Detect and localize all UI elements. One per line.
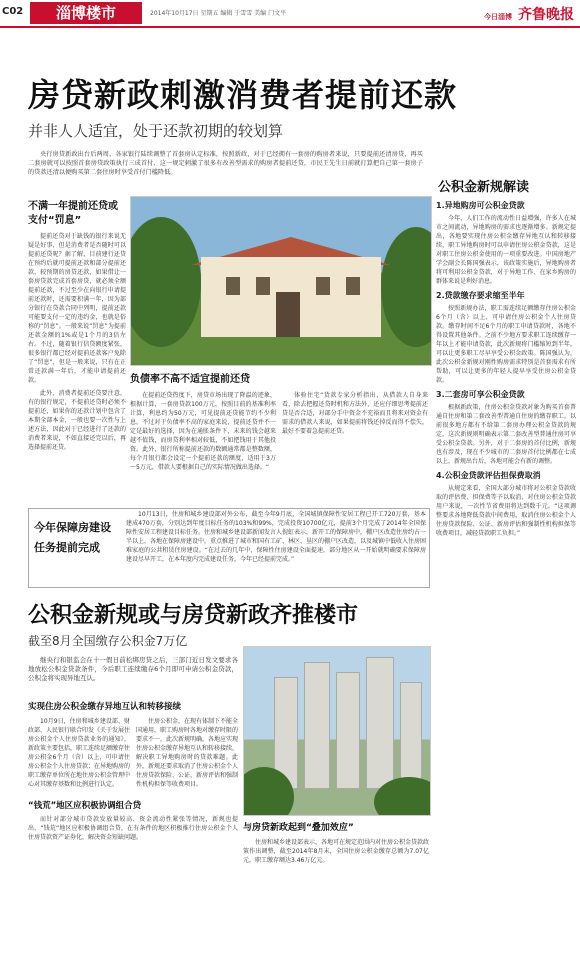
second-col1-title: 实现住房公积金缴存异地互认和转移接续 — [28, 702, 182, 712]
qa-heading-3: 3.二套房可享公积金贷款 — [436, 390, 525, 399]
main-headline: 房贷新政刺激消费者提前还款 — [28, 76, 458, 114]
notice-text-box — [126, 510, 426, 584]
main-lead — [28, 150, 423, 190]
mid-text: 在提前还贷热度下，房贷市场出现了降温的迹象，根据计算，一套房贷款100万元，按照目前的基准利率计算，利息约为50万元，可见提前还贷能节约不少利息。不过对于负债率不高的家庭来说，提前还贷并不一定是最好的选择，因为在通胀条件下，未来的钱会越来越不值钱，而房贷利率相对较低，不如把钱用于其他投资。此外，银行所称提前还款的数额通常都是整数额，每个月银行都会设定一个提前还款的额度，适用于3万～5万元，借款人要根据自己的实际情况做出选择。“ — [130, 392, 276, 471]
second-lead — [28, 656, 238, 696]
qa-text-2: 按照新规办法，职工需连续足额缴存住房公积金6个月（含）以上，可申请住房公积金个人住房贷款。缴存时间不足6个月的职工申请贷款时，各地不得设置其他条件。之前不少地方要求职工连续缴存一年以上才能申请贷款，此次新规将门槛缩短到半年，可以让更多职工尽早享受公积金政策。陈国强认为，此次公积金新规对刚性购房需求特别是首套需求有所帮助，可以让更多的年轻人提早享受住房公积金贷款。 — [436, 305, 576, 384]
qa-heading-2: 2.贷款缴存要求缩至半年 — [436, 291, 525, 300]
qa-text-1: 今年，人们工作的流动性日益增强，许多人在城市之间流动，异地购房的需求也逐渐增多。新规定提出，各地要实现住房公积金缴存异地互认和转移接续，职工异地购房时可以申请住房公积金贷款，这是对职工住房公积金使用的一项重要改进。中国房地产学会副会长陈国强表示，该政策实施后，异地购房者将可利用公积金贷款，对于异地工作、在家乡购房的群体来说是利好消息。 — [436, 215, 576, 285]
qa-text-3: 根据新政策，住房公积金贷款对象为购买首套普通自住房和第二套改善型普通自住房的缴存职工。以前很多地方都有不给第二套房办理公积金贷款的规定，这次新规则明确表示第二套改善型普通住房可享受公积金贷款。另外，对于二套房的首付比例，新规也有涉及，现在不少城市的二套房首付比例都在七成以上，新规出台后，各地可能会有新的调整。 — [436, 404, 576, 465]
col1-title: 不满一年提前还贷或支付“罚息” — [28, 201, 118, 226]
issue-meta: 2014年10月17日 星期五 编辑 于雪雪 美编 门文平 — [150, 10, 287, 17]
second-col1b-title: “钱荒”地区应积极协调组合贷 — [28, 801, 142, 811]
col1-text2: 此外，消费者提前还贷要注意，有的银行规定，不提前还贷时必须不提前还，如果你的还款计划中包含了本期全部本金，一般也要一次性与上述方法，因此对于已经进行了还款的消费者来说，不如直接还完以后，再选择提前还贷。 — [28, 390, 126, 451]
qa-heading-1: 1.异地购房可公积金贷款 — [436, 201, 525, 210]
col1 — [28, 200, 126, 505]
main-subhead: 并非人人适宜，处于还款初期的较划算 — [28, 122, 284, 140]
qa-text-4: 从规定来看，全国大部分城市将对公积金贷款收取的评估费、担保费等予以取消，对住房公积金贷款用户来说，一次性节省费用将达到数千元。“这项调整要求各地降低贷款中间费用，取消住房公积金个人住房贷款保险、公证、新房评估和强制性机构担保等收费项目，减轻贷款职工负担。” — [436, 485, 576, 537]
col1-text: 提前还贷对于缺钱的银行来说无疑是好事，但是消费者是否随时可以提前还贷呢？据了解，目前建行还贷在预约后就可提前还款和部分提前还款，较预期的房贷还款，如果借让一套房贷款完成首套房贷，就必须全额提前还款，不过至少在向银行申请提前还款时，还需要积满一年，因为部分银行在贷款合同中列明，提前还款可能要支付一定的违约金，也就是俗称的“罚息”。一般来说“罚息”为提前还款金额的1%或是1个月的3倍左右。不过，随着银行信贷额度紧张，很多银行都已经对提前还款客户免除了“罚息”，但是一般来说，只有在正常还款满一年后，才能申请提前还款。 — [28, 233, 126, 384]
brand-name: 齐鲁晚报 — [518, 7, 574, 23]
second-body — [28, 700, 238, 978]
mid-section — [130, 368, 430, 506]
house-photo — [130, 196, 432, 366]
main-lead-text: 央行房贷新政出台后两周，各家银行陆续调整了首套房认定标准，按照新政，对于已经拥有一套房的购房者来说，只要提前还清房贷，再买二套房就可以按照首套房贷政策执行三成首付、这一规定刺激了很多有改善型需求的购房者提前还贷，市民王先生日前就打算把自己第一套房子的贷款还清以便购买第二套住房时享受首付门槛降低。 — [28, 151, 423, 176]
second-col2-text: 住房公积金，在现有体制下不能全国通用，职工购房时各地对缴存时限的要求不一，此次新规明确，各地应实现住房公积金缴存异地互认和转移接续，解决职工异地购房时的贷款难题。此外，新规还要求取消了住房公积金个人住房贷款保险、公证、新房评估和强制性机构担保等收费项目。 — [136, 718, 238, 788]
qa-heading-4: 4.公积金贷款评估担保费取消 — [436, 471, 541, 480]
second-subhead: 截至8月全国缴存公积金7万亿 — [28, 634, 188, 648]
section-title: 淄博楼市 — [30, 2, 142, 24]
notice-text: 10月13日，住房和城乡建设部对外公布，截至今年9月底，全国城镇保障性安居工程已开工720万套，基本建成470万套，分别达到年度目标任务的103%和99%，完成投资10700亿元，提前3个月完成了2014年全国保障性安居工程建设目标任务。住房和城乡建设部新闻发言人倪虹表示，新开工的保障房中，棚户区改造住房约占一半以上，各地在保障房建设中，重点推进了城市和国有工矿、林区、垦区的棚户区改造，以及城镇中低收入住房困难家庭的公共租赁住房建设。“在过去的几年中，保障性住房建设全面提速，部分地区从一开始就明确要求保障房建设尽早开工，在本年度内完成建设任务，今年已经提前完成。” — [126, 511, 426, 563]
second-col1-text: 10月9日，住房和城乡建设部、财政部、人民银行联合印发《关于发展住房公积金个人住房贷款业务的通知》，新政策主要包括，职工连续足额缴存住房公积金6个月（含）以上，可申请住房公积金个人住房贷款；在异地购房的职工缴存单位所在地住房公积金管理中心对其缴存基数和比例进行认定。 — [28, 718, 131, 788]
notice-title-line1: 今年保障房建设 — [34, 521, 111, 534]
second-col3-text: 住房和城乡建设部表示，各地可在规定范围内对住房公积金贷款政策作出调整，截至2014年8月末，全国住房公积金缴存总额为7.07亿元，职工缴存额达3.46万亿元。 — [243, 839, 429, 864]
notice-title-line2: 任务提前完成 — [34, 541, 100, 554]
buildings-photo — [243, 646, 431, 816]
second-col1b-text: 而针对部分城市贷款发放量较高、资金流动性紧张等情况，新规也提出，“钱荒”地区应积极协调组合贷，在有条件的地区积极推行住房公积金个人住房贷款资产证券化，解决资金短缺问题。 — [28, 816, 238, 841]
mid-text2: 体验住宅“货款专家分析指出，从借款人自身来看，除去把握还贷时机和方法外，还应仔细思考提前还贷是否合适，对部分手中资金不充裕而且将来对资金有需求的借款人来说，如果提前将钱还掉反而得不偿失，最好不要着急提前还贷。 — [282, 392, 428, 435]
second-col3-title: 与房贷新政起到“叠加效应” — [243, 823, 354, 833]
second-lead-text: 继央行和银监会在十一假日前松绑房贷之后，三部门近日发文要求各地放松公积金贷款条件，今后职工连续缴存6个月即可申请公积金贷款，公积金将实现异地互认。 — [28, 656, 238, 682]
section-number: C02 — [2, 6, 24, 17]
mid-title: 负债率不高不适宜提前还贷 — [130, 374, 250, 385]
brand-small: 今日淄博 — [484, 13, 512, 21]
second-headline: 公积金新规或与房贷新政齐推楼市 — [28, 603, 359, 628]
qa-title: 公积金新规解读 — [438, 180, 530, 195]
notice-title — [34, 518, 122, 558]
second-col3 — [243, 820, 429, 978]
page-header — [0, 0, 580, 28]
newspaper-brand — [484, 4, 574, 24]
qa-column — [436, 198, 576, 978]
